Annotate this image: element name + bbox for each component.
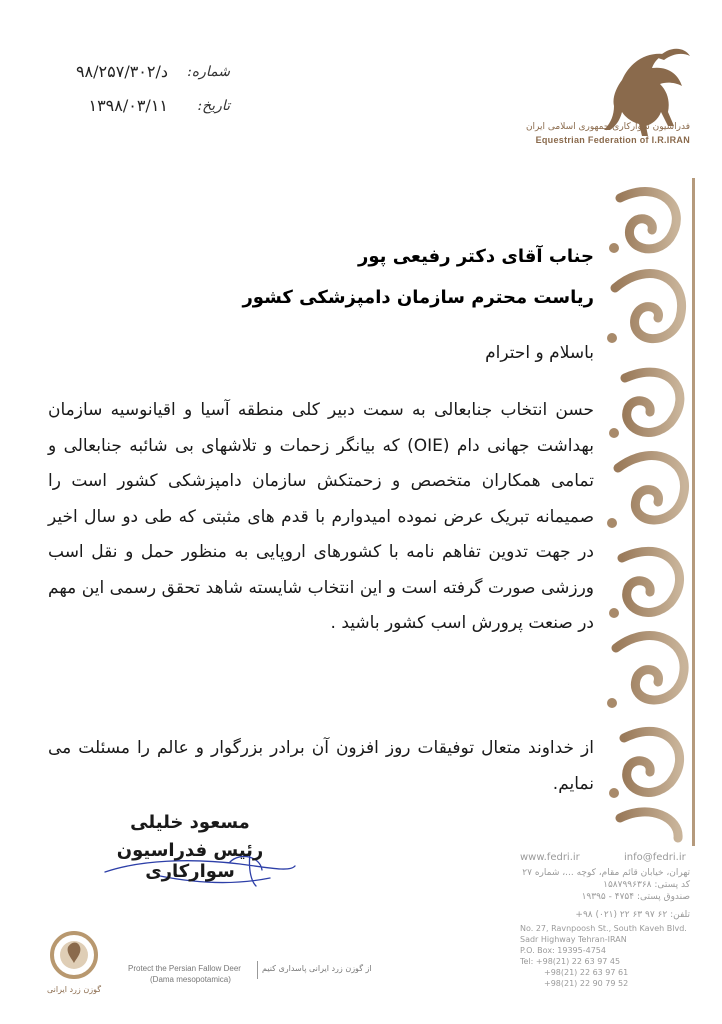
- signatory-title: رئیس فدراسیون سوارکاری: [116, 840, 264, 882]
- pobox-en: P.O. Box: 19395-4754: [520, 946, 606, 955]
- address-en-1: No. 27, Ravnpoosh St., South Kaveh Blvd.: [520, 924, 687, 933]
- address-fa-2: کد پستی: ۱۵۸۷۹۹۶۳۶۸: [603, 880, 690, 890]
- letter-number: [40, 64, 230, 88]
- horse-logo-icon: [518, 40, 698, 150]
- fallow-deer-text-en: Protect the Persian Fallow Deer: [128, 964, 241, 973]
- addressee-name: جناب آقای دکتر رفیعی پور: [358, 246, 594, 267]
- email[interactable]: info@fedri.ir: [624, 852, 686, 863]
- address-en-2: Sadr Highway Tehran-IRAN: [520, 935, 627, 944]
- federation-name-fa: فدراسیون سوارکاری جمهوری اسلامی ایران: [525, 122, 690, 132]
- fax-en: +98(21) 22 90 79 52: [544, 979, 629, 988]
- date-label: تاریخ:: [197, 98, 230, 114]
- signatory-name: مسعود خلیلی: [130, 812, 250, 833]
- divider: [257, 961, 258, 979]
- phone-fa: تلفن: ۶۲ ۹۷ ۶۳ ۲۲ (۰۲۱) ۹۸+: [575, 910, 690, 920]
- website[interactable]: www.fedri.ir: [520, 852, 580, 863]
- fallow-deer-emblem-icon: [44, 925, 104, 985]
- letter-date: [40, 98, 230, 122]
- postbox-fa: صندوق پستی: ۴۷۵۴ - ۱۹۳۹۵: [581, 892, 690, 902]
- fallow-deer-text-fa: از گوزن زرد ایرانی پاسداری کنیم: [262, 964, 372, 973]
- address-fa-1: تهران، خیابان قائم مقام، کوچه ...، شماره ۲۷: [522, 868, 690, 878]
- emblem-caption: گوزن زرد ایرانی: [46, 985, 102, 994]
- ornamental-border: [600, 178, 706, 846]
- tel-en-2: +98(21) 22 63 97 61: [544, 968, 629, 977]
- addressee-title: ریاست محترم سازمان دامپزشکی کشور: [242, 287, 594, 308]
- letter-closing: از خداوند متعال توفیقات روز افزون آن برادر بزرگوار و عالم را مسئلت می نمایم.: [48, 738, 594, 794]
- fallow-deer-text-en-2: (Dama mesopotamica): [150, 975, 231, 984]
- date-value: ۱۳۹۸/۰۳/۱۱: [88, 96, 168, 115]
- letter-body: حسن انتخاب جنابعالی به سمت دبیر کلی منطقه آسیا و اقیانوسیه سازمان بهداشت جهانی دام (OIE) که بیانگر زحمات و تلاشهای بی شائبه جنابعالی و تمامی همکاران متخصص و زحمتکش سازمان دامپزشکی کشور است را صمیمانه تبریک عرض نموده امیدوارم با قدم های مثبتی که طی دو سال اخیر در جهت تدوین تفاهم نامه با کشورهای اروپایی به منظور حمل و نقل اسب ورزشی صورت گرفته است و این انتخاب شایسته شاهد تحقق رسمی این مهم در صنعت پرورش اسب کشور باشید .: [48, 400, 595, 633]
- salutation: باسلام و احترام: [485, 343, 594, 363]
- federation-name-en: Equestrian Federation of I.R.IRAN: [535, 135, 690, 145]
- number-label: شماره:: [187, 64, 230, 80]
- number-value: ۹۸/۲۵۷/د/۳۰۲: [75, 62, 168, 81]
- tel-en: Tel: +98(21) 22 63 97 45: [520, 957, 621, 966]
